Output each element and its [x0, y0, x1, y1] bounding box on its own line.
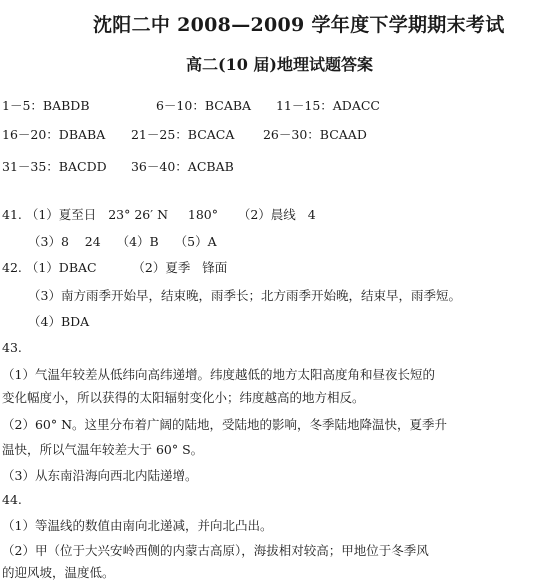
- page-subtitle: 高二(10 届)地理试题答案: [186, 55, 373, 74]
- choice-answer-group: 16－20：DBABA: [2, 127, 106, 142]
- q42-line-1: 42. （1）DBAC （2）夏季 锋面: [2, 260, 228, 275]
- page-title: 沈阳二中 2008—2009 学年度下学期期末考试: [93, 14, 505, 36]
- choice-answer-group: 11－15：ADACC: [275, 98, 380, 113]
- q44-line-3: 的迎风坡，温度低。: [2, 565, 115, 580]
- q43-line-1: （1）气温年较差从低纬向高纬递增。纬度越低的地方太阳高度角和昼夜长短的: [2, 367, 435, 382]
- q43-line-4: 温快，所以气温年较差大于 60° S。: [2, 442, 204, 457]
- q41-line-1: 41. （1）夏至日 23° 26′ N 180° （2）晨线 4: [2, 207, 316, 222]
- q44-number: 44.: [2, 492, 22, 507]
- choice-answer-group: 21－25：BCACA: [130, 127, 235, 142]
- choice-answers-row-1: [2, 96, 380, 114]
- q43-line-2: 变化幅度小，所以获得的太阳辐射变化小；纬度越高的地方相反。: [2, 390, 365, 405]
- q43-number: 43.: [2, 340, 22, 355]
- choice-answers-row-3: [2, 157, 234, 175]
- q42-line-3: （4）BDA: [28, 314, 90, 329]
- q44-line-2: （2）甲（位于大兴安岭西侧的内蒙古高原），海拔相对较高；甲地位于冬季风: [2, 543, 429, 558]
- choice-answers-row-2: [2, 125, 367, 143]
- choice-answer-group: 6－10：BCABA: [155, 98, 252, 113]
- choice-answer-group: 31－35：BACDD: [2, 159, 107, 174]
- q43-line-5: （3）从东南沿海向西北内陆递增。: [2, 468, 198, 483]
- q42-line-2: （3）南方雨季开始早，结束晚，雨季长；北方雨季开始晚，结束早，雨季短。: [28, 288, 461, 303]
- q44-line-1: （1）等温线的数值由南向北递减，并向北凸出。: [2, 518, 273, 533]
- choice-answer-group: 36－40：ACBAB: [130, 159, 234, 174]
- choice-answer-group: 1－5：BABDB: [2, 98, 90, 113]
- q41-line-2: （3）8 24 （4）B （5）A: [28, 234, 217, 249]
- q43-line-3: （2）60° N。这里分布着广阔的陆地，受陆地的影响，冬季陆地降温快，夏季升: [2, 417, 448, 432]
- choice-answer-group: 26－30：BCAAD: [262, 127, 367, 142]
